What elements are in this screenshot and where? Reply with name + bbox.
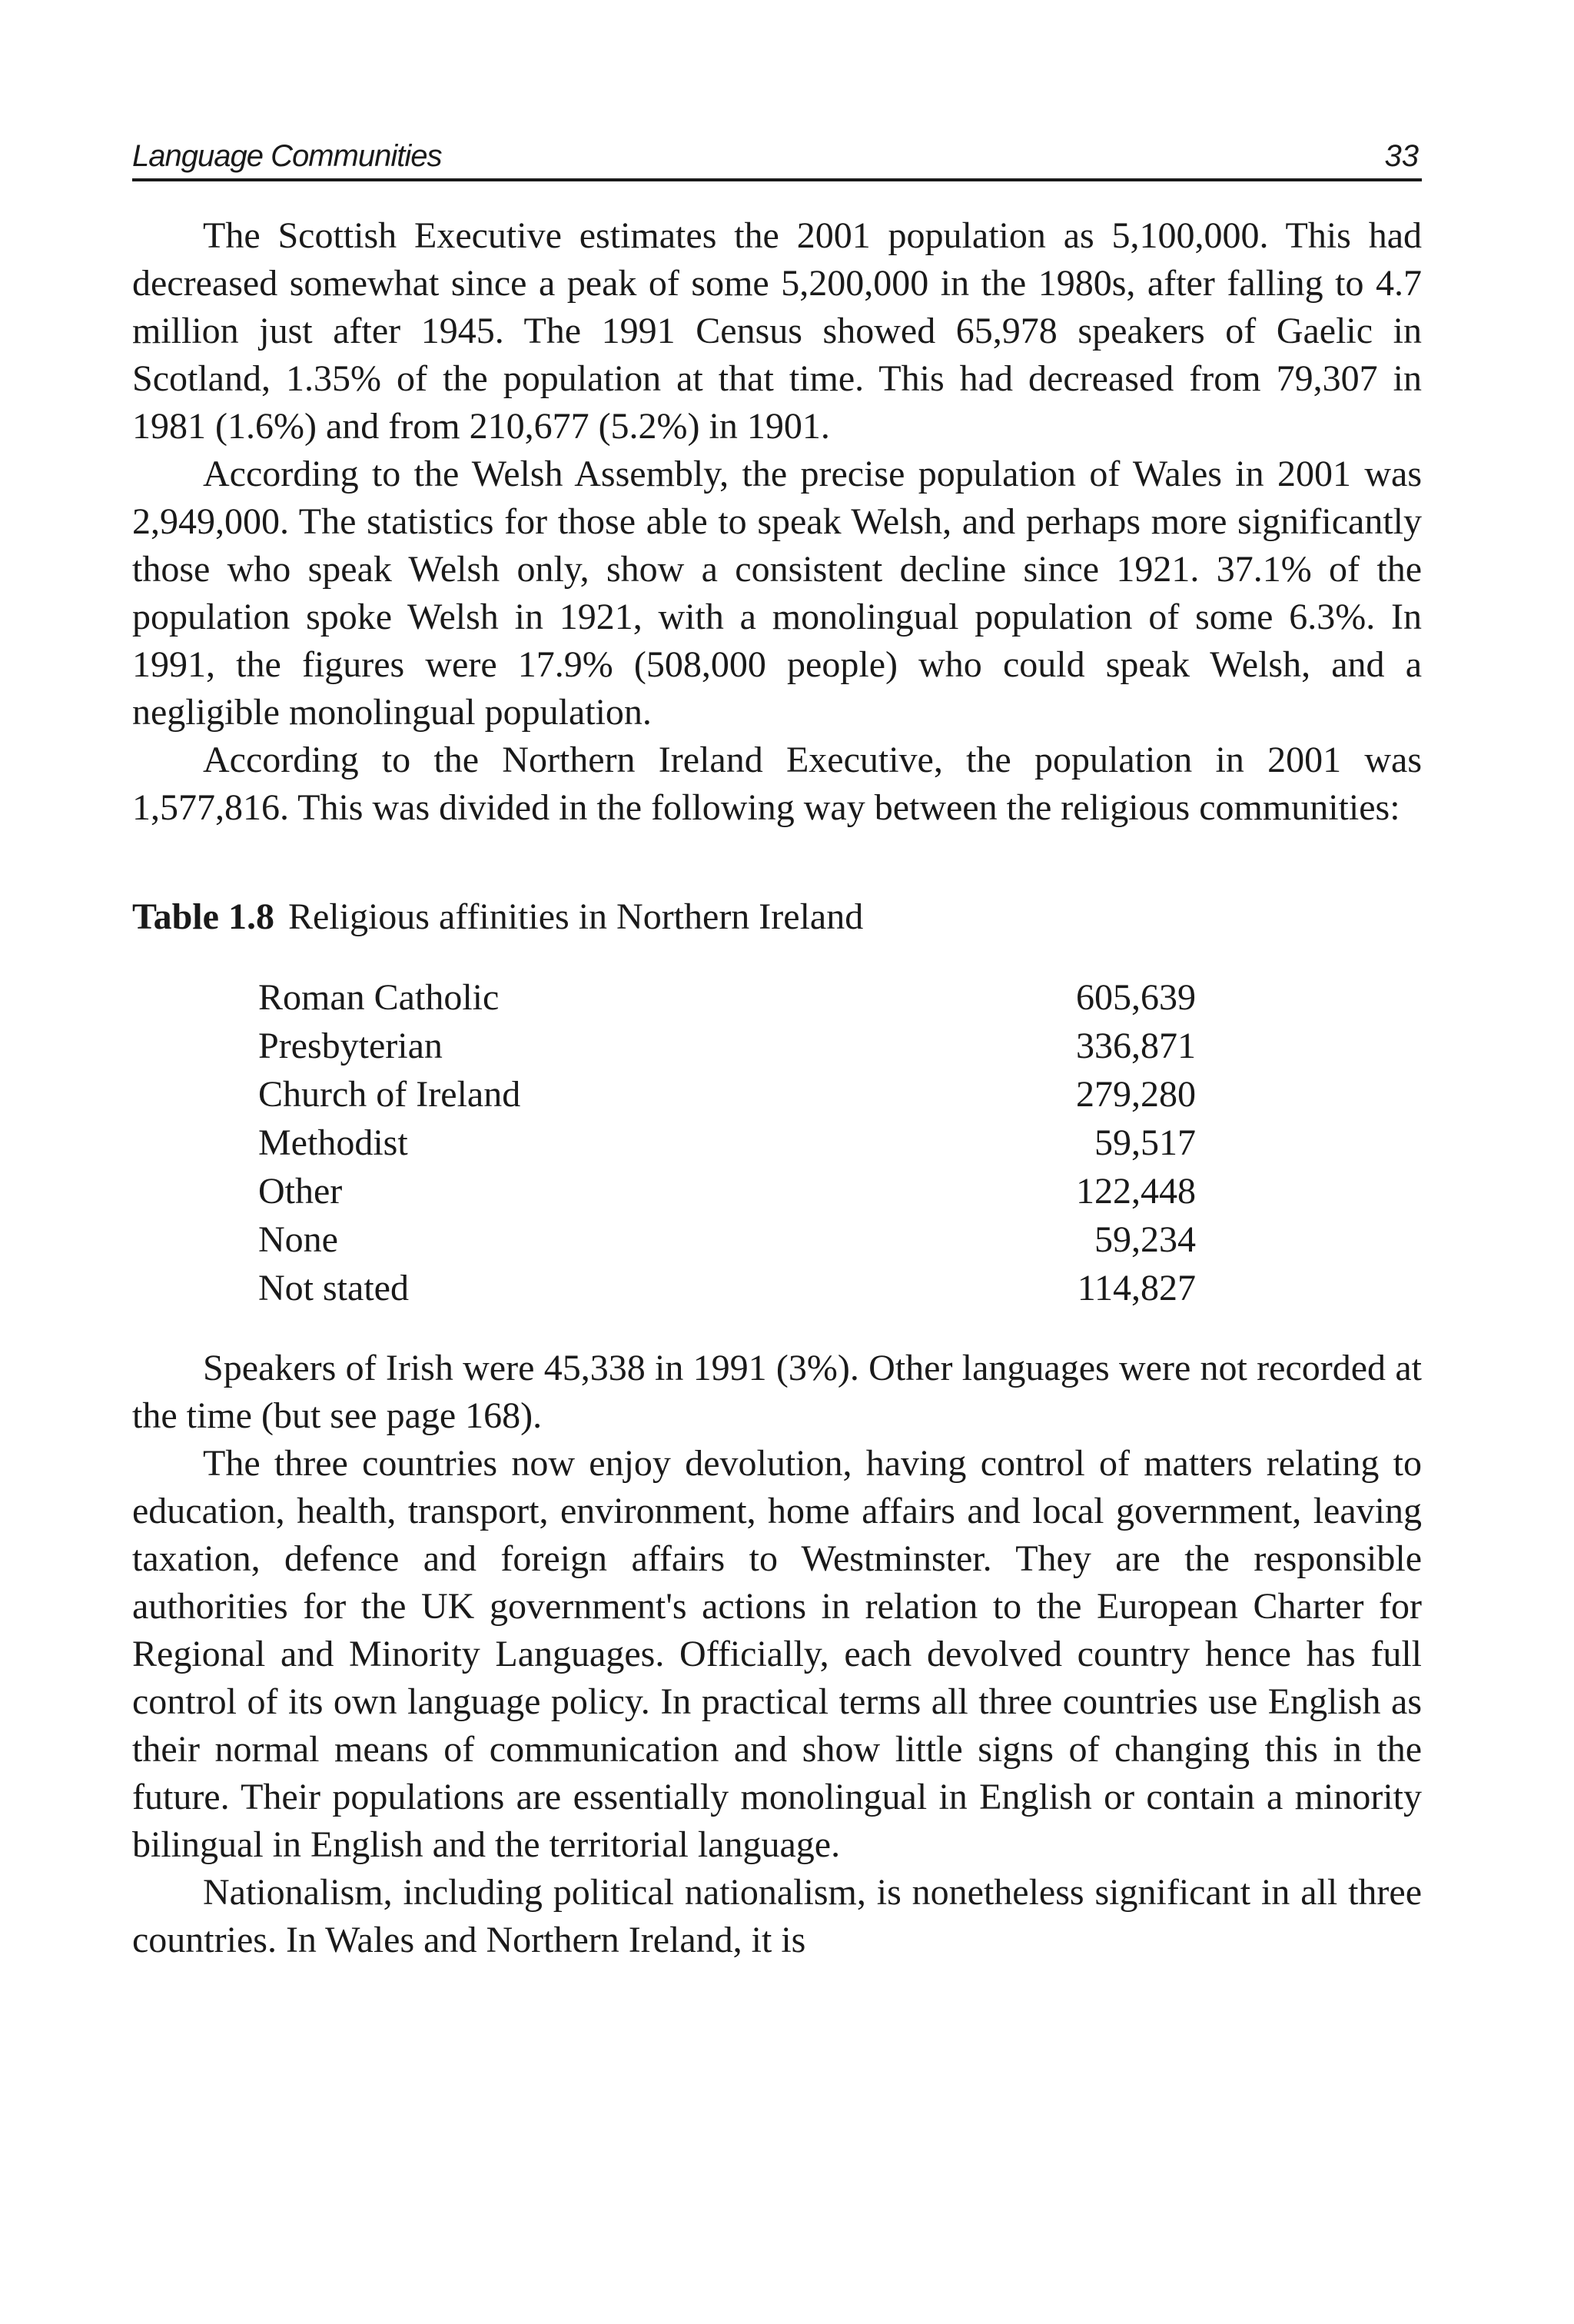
table-caption [132, 893, 1422, 941]
row-value: 122,448 [1076, 1171, 1196, 1212]
row-name: Presbyterian [258, 1026, 443, 1066]
row-value: 59,234 [1094, 1219, 1196, 1260]
paragraph-irish-speakers: Speakers of Irish were 45,338 in 1991 (3%). Other languages were not recorded at the time (but see page 168). [132, 1348, 1422, 1436]
row-name: Roman Catholic [258, 977, 500, 1018]
row-value: 114,827 [1077, 1268, 1196, 1308]
body-text [132, 212, 1422, 1964]
table-label: Table 1.8 [132, 896, 274, 937]
table-row [258, 1022, 1196, 1070]
row-name: Methodist [258, 1122, 408, 1163]
page-number: 33 [1384, 139, 1419, 173]
table-caption-text: Religious affinities in Northern Ireland [287, 896, 864, 937]
table-row [258, 1264, 1196, 1312]
paragraph-nationalism: Nationalism, including political nationalism, is nonetheless significant in all three countries. In Wales and Northern Ireland, it is [132, 1872, 1422, 1960]
row-value: 59,517 [1094, 1122, 1196, 1163]
row-name: Other [258, 1171, 343, 1212]
running-header [132, 120, 1422, 181]
religion-table [258, 973, 1196, 1312]
table-row [258, 973, 1196, 1022]
paragraph-devolution: The three countries now enjoy devolution, having control of matters relating to education, health, transport, environment, home affairs and local government, leaving taxation, defence and foreign affairs to Westminster. They are the responsible authorities for the UK government's actions in relation to the European Charter for Regional and Minority Languages. Officially, each devolved country hence has full control of its own language policy. In practical terms all three countries use English as their normal means of communication and show little signs of changing this in the future. Their populations are essentially monolingual in English or contain a minority bilingual in English and the territorial language. [132, 1443, 1422, 1865]
row-name: None [258, 1219, 338, 1260]
table-row [258, 1167, 1196, 1215]
chapter-title: Language Communities [132, 139, 442, 173]
row-value: 605,639 [1076, 977, 1196, 1018]
paragraph-scotland: The Scottish Executive estimates the 2001 population as 5,100,000. This had decreased somewhat since a peak of some 5,200,000 in the 1980s, after falling to 4.7 million just after 1945. The 1991 Census showed 65,978 speakers of Gaelic in Scotland, 1.35% of the population at that time. This had decreased from 79,307 in 1981 (1.6%) and from 210,677 (5.2%) in 1901. [132, 215, 1422, 447]
row-name: Not stated [258, 1268, 409, 1308]
row-value: 336,871 [1076, 1026, 1196, 1066]
row-value: 279,280 [1076, 1074, 1196, 1115]
table-row [258, 1215, 1196, 1264]
table-row [258, 1070, 1196, 1119]
paragraph-northern-ireland: According to the Northern Ireland Executive, the population in 2001 was 1,577,816. This was divided in the following way between the religious communities: [132, 740, 1422, 828]
row-name: Church of Ireland [258, 1074, 521, 1115]
paragraph-wales: According to the Welsh Assembly, the precise population of Wales in 2001 was 2,949,000. The statistics for those able to speak Welsh, and perhaps more significantly those who speak Welsh only, show a consistent decline since 1921. 37.1% of the population spoke Welsh in 1921, with a monolingual population of some 6.3%. In 1991, the figures were 17.9% (508,000 people) who could speak Welsh, and a negligible monolingual population. [132, 454, 1422, 733]
table-row [258, 1119, 1196, 1167]
